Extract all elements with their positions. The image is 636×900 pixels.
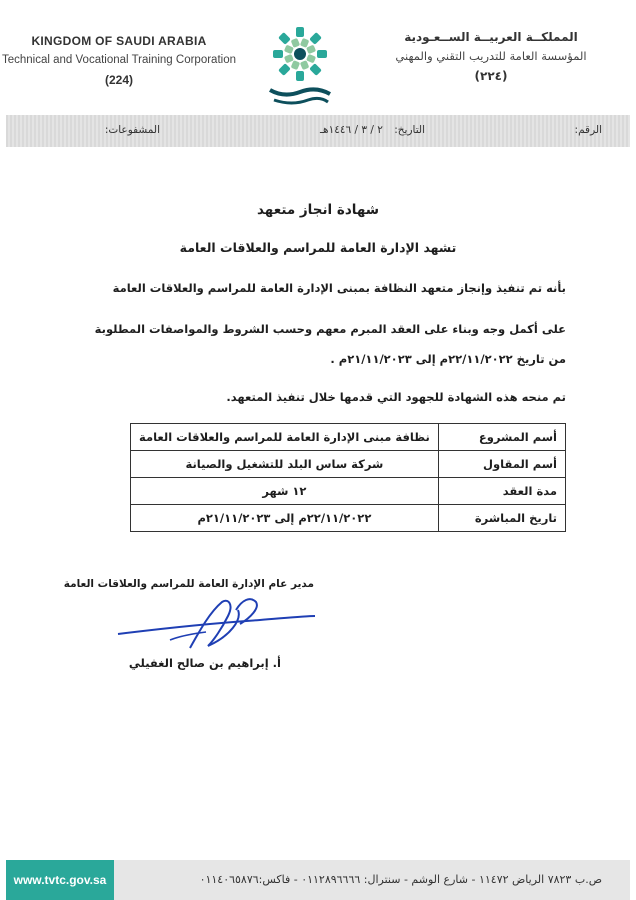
table-row <box>131 451 566 478</box>
certificate-subtitle: تشهد الإدارة العامة للمراسم والعلاقات العامة <box>179 240 457 255</box>
paragraph-line-1: بأنه تم تنفيذ وإنجاز متعهد النظافة بمبنى الإدارة العامة للمراسم والعلاقات العامة <box>112 281 566 295</box>
corporation-name-ar: المؤسسة العامة للتدريب التقني والمهني <box>395 49 587 63</box>
table-label-cell: أسم المقاول <box>438 451 565 478</box>
tvtc-logo-icon <box>264 24 336 108</box>
signatory-title: مدير عام الإدارة العامة للمراسم والعلاقات العامة <box>63 578 314 590</box>
reference-date-value: ٢ / ٣ / ١٤٤٦هـ <box>319 124 383 136</box>
attachments-label: المشفوعات: <box>104 124 160 136</box>
unit-code-ar: (٢٢٤) <box>474 69 508 83</box>
handwritten-signature-icon <box>110 590 320 660</box>
table-label-cell: مدة العقد <box>438 478 565 505</box>
table-row <box>131 478 566 505</box>
paragraph-line-4: تم منحه هذه الشهادة للجهود التي قدمها خلال تنفيذ المتعهد. <box>226 390 566 404</box>
contract-details-table <box>130 423 566 532</box>
kingdom-name-ar: المملكــة العربيــة الســعـودية <box>404 30 578 44</box>
header-english <box>0 34 238 87</box>
reference-number-label: الرقم: <box>574 124 602 136</box>
table-label-cell: تاريخ المباشرة <box>438 505 565 532</box>
table-row <box>131 505 566 532</box>
certificate-title: شهادة انجاز متعهد <box>256 202 380 218</box>
table-value-cell: ١٢ شهر <box>131 478 439 505</box>
table-value-cell: ٢٢/١١/٢٠٢٢م إلى ٢١/١١/٢٠٢٣م <box>131 505 439 532</box>
table-label-cell: أسم المشروع <box>438 424 565 451</box>
header-arabic <box>376 30 606 83</box>
paragraph-line-2: على أكمل وجه وبناء على العقد المبرم معهم وحسب الشروط والمواصفات المطلوبة <box>94 322 566 336</box>
paragraph-line-3: من تاريخ ٢٢/١١/٢٠٢٢م إلى ٢١/١١/٢٠٢٣م . <box>330 352 566 366</box>
reference-date <box>320 124 425 136</box>
footer-address: ص.ب ٧٨٢٣ الرياض ١١٤٧٢ - شارع الوشم - سنترال: ٠١١٢٨٩٦٦٦٦ - فاكس:٠١١٤٠٦٥٨٧٦ <box>199 873 602 886</box>
table-value-cell: نظافة مبنى الإدارة العامة للمراسم والعلاقات العامة <box>131 424 439 451</box>
corporation-name-en: Technical and Vocational Training Corporation <box>2 54 236 66</box>
table-row <box>131 424 566 451</box>
kingdom-name-en: KINGDOM OF SAUDI ARABIA <box>31 34 207 48</box>
unit-code-en: (224) <box>104 73 133 87</box>
signatory-name: أ. إبراهيم بن صالح الغفيلي <box>128 656 281 670</box>
reference-band <box>6 115 630 147</box>
reference-date-label: التاريخ: <box>394 124 425 136</box>
table-value-cell: شركة ساس البلد للتشغيل والصيانة <box>131 451 439 478</box>
website-link[interactable]: www.tvtc.gov.sa <box>6 860 114 900</box>
